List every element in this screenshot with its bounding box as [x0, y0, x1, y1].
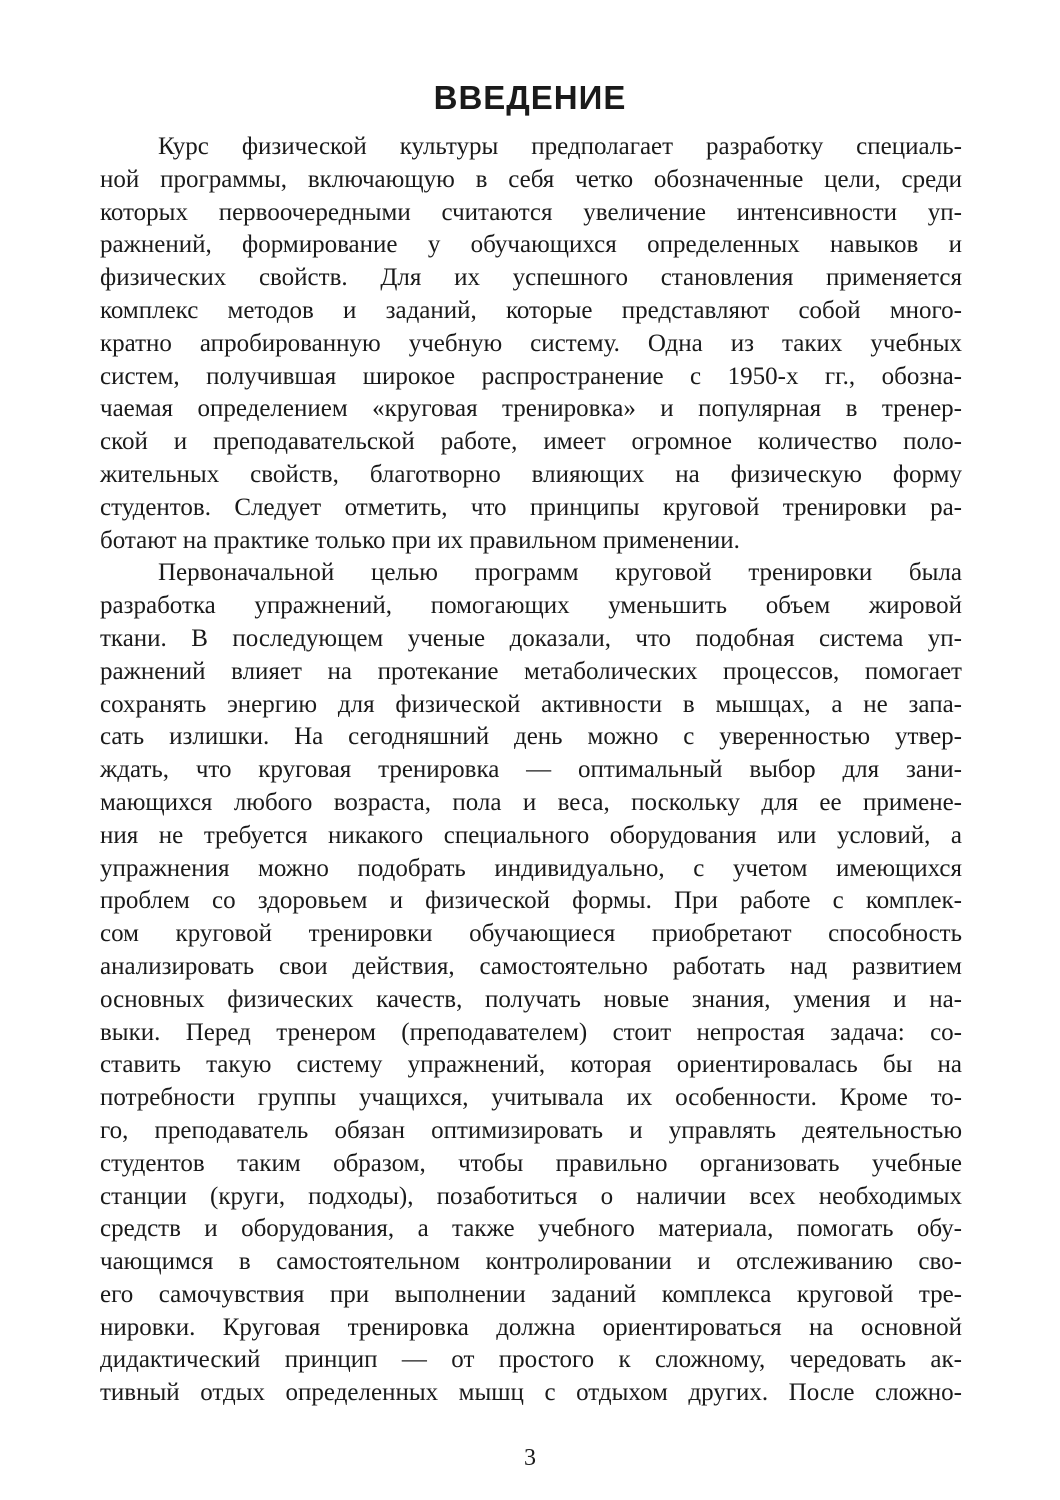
- body-text: [100, 131, 962, 1410]
- text-line: потребности группы учащихся, учитывала их особенности. Кроме то-: [100, 1084, 962, 1112]
- text-line: выки. Перед тренером (преподавателем) стоит непростая задача: со-: [100, 1018, 962, 1046]
- text-line: ной программы, включающую в себя четко обозначенные цели, среди: [100, 165, 962, 193]
- text-line: основных физических качеств, получать новые знания, умения и на-: [100, 985, 962, 1013]
- text-line: сохранять энергию для физической активности в мышцах, а не запа-: [100, 690, 962, 718]
- text-line: ткани. В последующем ученые доказали, что подобная система уп-: [100, 624, 962, 652]
- text-line: Первоначальной целью программ круговой тренировки была: [158, 559, 962, 587]
- text-line: мающихся любого возраста, пола и веса, поскольку для ее примене-: [100, 788, 962, 816]
- text-line: проблем со здоровьем и физической формы. При работе с комплек-: [100, 887, 962, 915]
- text-line: тивный отдых определенных мышц с отдыхом других. После сложно-: [100, 1379, 962, 1407]
- text-line: жительных свойств, благотворно влияющих на физическую форму: [100, 460, 962, 488]
- text-line: дидактический принцип — от простого к сложному, чередовать ак-: [100, 1346, 962, 1374]
- text-line: ния не требуется никакого специального оборудования или условий, а: [100, 821, 962, 849]
- paragraph: [100, 131, 962, 557]
- text-line: которых первоочередными считаются увеличение интенсивности уп-: [100, 198, 962, 226]
- text-line: ражнений, формирование у обучающихся определенных навыков и: [100, 231, 962, 259]
- text-line: комплекс методов и заданий, которые представляют собой много-: [100, 296, 962, 324]
- text-line: кратно апробированную учебную систему. Одна из таких учебных: [100, 329, 962, 357]
- text-line: чающимся в самостоятельном контролировании и отслеживанию сво-: [100, 1248, 962, 1276]
- page-title: ВВЕДЕНИЕ: [433, 79, 627, 116]
- text-line: студентов таким образом, чтобы правильно организовать учебные: [100, 1149, 962, 1177]
- text-line: ботают на практике только при их правильном применении.: [100, 526, 740, 554]
- text-line: студентов. Следует отметить, что принципы круговой тренировки ра-: [100, 493, 962, 521]
- text-line: чаемая определением «круговая тренировка» и популярная в тренер-: [100, 395, 962, 423]
- text-line: его самочувствия при выполнении заданий комплекса круговой тре-: [100, 1280, 962, 1308]
- text-line: сать излишки. На сегодняшний день можно с уверенностью утвер-: [100, 723, 962, 751]
- text-line: ждать, что круговая тренировка — оптимальный выбор для зани-: [100, 756, 962, 784]
- text-line: средств и оборудования, а также учебного материала, помогать обу-: [100, 1215, 962, 1243]
- text-line: го, преподаватель обязан оптимизировать и управлять деятельностью: [100, 1116, 962, 1144]
- text-line: упражнения можно подобрать индивидуально, с учетом имеющихся: [100, 854, 962, 882]
- text-line: сом круговой тренировки обучающиеся приобретают способность: [100, 920, 962, 948]
- text-line: Курс физической культуры предполагает разработку специаль-: [158, 133, 962, 160]
- text-line: физических свойств. Для их успешного становления применяется: [100, 264, 962, 292]
- page-number: 3: [524, 1445, 536, 1471]
- text-line: нировки. Круговая тренировка должна ориентироваться на основной: [100, 1313, 962, 1341]
- paragraph: [100, 557, 962, 1410]
- text-line: анализировать свои действия, самостоятельно работать над развитием: [100, 952, 962, 980]
- text-line: ражнений влияет на протекание метаболических процессов, помогает: [100, 657, 962, 685]
- text-line: ской и преподавательской работе, имеет огромное количество поло-: [100, 428, 962, 456]
- text-line: станции (круги, подходы), позаботиться о наличии всех необходимых: [100, 1182, 962, 1210]
- text-line: систем, получившая широкое распространение с 1950-х гг., обозна-: [100, 362, 962, 390]
- text-line: ставить такую систему упражнений, которая ориентировалась бы на: [100, 1051, 962, 1079]
- text-line: разработка упражнений, помогающих уменьшить объем жировой: [100, 592, 962, 620]
